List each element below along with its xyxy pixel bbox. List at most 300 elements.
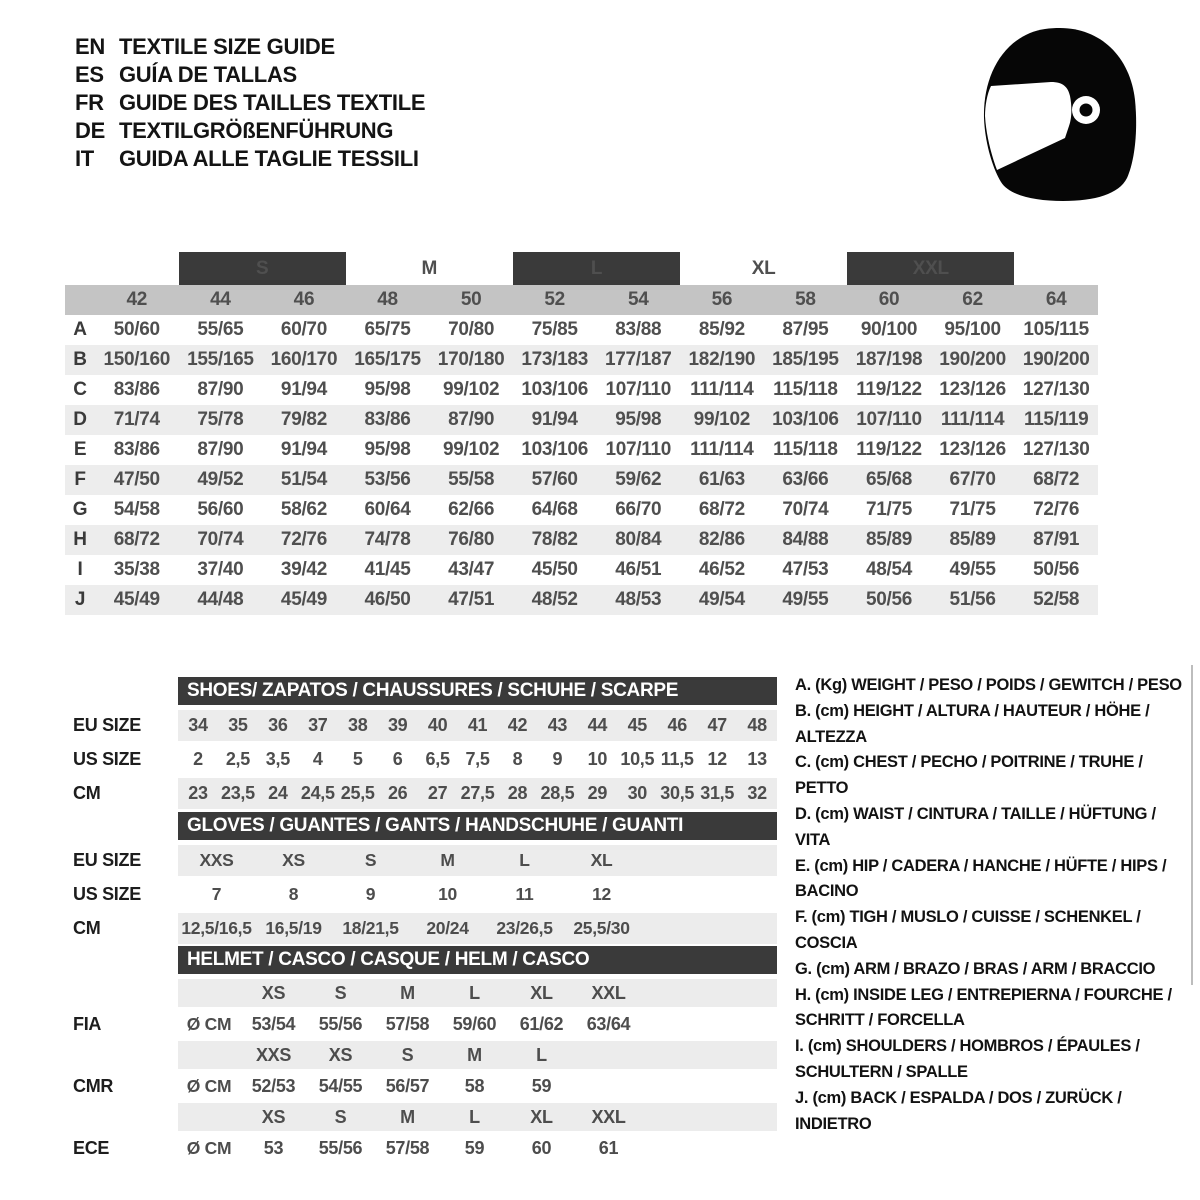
measurement-value: 72/76 xyxy=(280,529,327,550)
measurement-value: 50/60 xyxy=(113,319,160,340)
helmet-size-value: 57/58 xyxy=(385,1138,430,1158)
guide-title: TEXTILGRÖßENFÜHRUNG xyxy=(119,118,394,143)
measurement-value: 49/55 xyxy=(782,589,829,610)
language-code: ES xyxy=(75,62,104,87)
shoe-size-value: 48 xyxy=(747,715,767,735)
measurement-value: 107/110 xyxy=(856,409,922,430)
shoe-size-value: 9 xyxy=(552,749,563,769)
shoe-size-value: 42 xyxy=(507,715,528,735)
measurement-value: 48/53 xyxy=(615,589,662,610)
measurement-value: 91/94 xyxy=(531,409,578,430)
size-52: 52 xyxy=(513,285,597,315)
measurement-value: 127/130 xyxy=(1022,439,1090,460)
shoe-size-value: 28 xyxy=(507,783,528,803)
diameter-unit-label: Ø CM xyxy=(186,1014,232,1034)
main-size-table xyxy=(65,252,1098,615)
measurement-letter: I xyxy=(77,559,83,580)
diameter-unit-label: Ø CM xyxy=(186,1076,232,1096)
guide-title: GUÍA DE TALLAS xyxy=(119,62,297,87)
glove-size-value: 8 xyxy=(288,884,299,904)
measurement-value: 41/45 xyxy=(364,559,411,580)
helmet-size-value: 59/60 xyxy=(452,1014,497,1034)
helmet-size-value: 60 xyxy=(531,1138,552,1158)
measurement-value: 95/98 xyxy=(364,379,411,400)
diameter-unit-label xyxy=(178,1041,240,1069)
measurement-value: 185/195 xyxy=(772,349,839,370)
shoe-size-value: 27,5 xyxy=(460,783,495,803)
row-label: EU SIZE xyxy=(73,715,141,735)
row-label: FIA xyxy=(73,1014,102,1034)
helmet-size-value: 54/55 xyxy=(318,1076,363,1096)
size-group-xxl: XXL xyxy=(847,252,1014,285)
row-label: CM xyxy=(73,918,101,938)
measurement-value: 83/88 xyxy=(615,319,662,340)
measurement-value: 95/100 xyxy=(944,319,1001,340)
glove-size-value: 11 xyxy=(515,884,534,904)
measurement-row xyxy=(65,495,1098,525)
measurement-value: 45/50 xyxy=(531,559,578,580)
measurement-value: 111/114 xyxy=(690,379,754,400)
size-48: 48 xyxy=(346,285,430,315)
glove-size-value: 10 xyxy=(438,884,457,904)
language-title-row xyxy=(75,36,425,58)
measurement-value: 66/70 xyxy=(615,499,662,520)
measurement-letter: H xyxy=(73,529,87,550)
measurement-value: 119/122 xyxy=(856,439,922,460)
shoe-size-value: 30,5 xyxy=(660,783,695,803)
shoe-size-value: 25,5 xyxy=(340,783,375,803)
size-46: 46 xyxy=(262,285,346,315)
size-group-spacer xyxy=(1014,252,1098,285)
measurement-value: 107/110 xyxy=(605,439,672,460)
measurement-value: 80/84 xyxy=(615,529,662,550)
measurement-row xyxy=(65,585,1098,615)
measurement-value: 85/89 xyxy=(865,529,913,550)
size-group-l: L xyxy=(513,252,680,285)
language-code: DE xyxy=(75,118,105,143)
spacer-cell xyxy=(65,252,95,285)
helmet-size-value: 53 xyxy=(263,1138,284,1158)
measurement-letter: E xyxy=(73,439,87,460)
measurement-value: 99/102 xyxy=(693,409,750,430)
shoe-size-value: 13 xyxy=(747,749,767,769)
measurement-value: 127/130 xyxy=(1022,379,1090,400)
measurement-value: 115/118 xyxy=(773,379,838,400)
measurement-letter: F xyxy=(74,469,86,490)
measurement-value: 50/56 xyxy=(865,589,913,610)
shoe-size-value: 2,5 xyxy=(225,749,250,769)
shoes-title-bar: SHOES/ ZAPATOS / CHAUSSURES / SCHUHE / SCARPE xyxy=(178,677,777,705)
glove-size-value: 20/24 xyxy=(426,918,469,938)
size-44: 44 xyxy=(179,285,263,315)
size-54: 54 xyxy=(596,285,680,315)
helmet-size-value: XXL xyxy=(591,983,626,1003)
measurement-value: 65/75 xyxy=(364,319,411,340)
helmet-size-value: M xyxy=(400,983,415,1003)
measurement-value: 87/90 xyxy=(448,409,495,430)
helmet-title-bar: HELMET / CASCO / CASQUE / HELM / CASCO xyxy=(178,946,777,974)
spacer-cell xyxy=(65,285,95,315)
measurement-letter: A xyxy=(73,319,87,340)
measurement-row xyxy=(65,525,1098,555)
measurement-value: 83/86 xyxy=(364,409,411,430)
shoe-size-value: 27 xyxy=(427,783,448,803)
glove-size-value: 25,5/30 xyxy=(573,918,630,938)
measurement-value: 87/95 xyxy=(782,319,829,340)
measurement-value: 115/119 xyxy=(1023,409,1089,430)
helmet-size-value xyxy=(575,1072,642,1100)
size-60: 60 xyxy=(847,285,931,315)
measurement-row xyxy=(65,345,1098,375)
measurement-value: 82/86 xyxy=(698,529,745,550)
helmet-size-value: XS xyxy=(261,983,286,1003)
helmet-size-value: M xyxy=(400,1107,415,1127)
helmet-size-value: XXS xyxy=(255,1045,292,1065)
row-label: CMR xyxy=(73,1076,114,1096)
row-label: ECE xyxy=(73,1138,110,1158)
measurement-value: 71/74 xyxy=(113,409,160,430)
measurement-value: 91/94 xyxy=(280,439,327,460)
measurement-value: 51/54 xyxy=(280,469,327,490)
helmet-size-value: 52/53 xyxy=(251,1076,296,1096)
legend-item: J. (cm) BACK / ESPALDA / DOS / ZURÜCK / INDIETRO xyxy=(795,1088,1122,1133)
measurement-value: 115/118 xyxy=(773,439,838,460)
shoe-size-value: 31,5 xyxy=(700,783,735,803)
helmet-row xyxy=(65,1134,1098,1162)
measurement-value: 44/48 xyxy=(197,589,244,610)
measurement-value: 84/88 xyxy=(782,529,829,550)
measurement-value: 85/92 xyxy=(698,319,745,340)
size-64: 64 xyxy=(1014,285,1098,315)
legend-item: E. (cm) HIP / CADERA / HANCHE / HÜFTE / HIPS / BACINO xyxy=(795,856,1167,901)
measurement-row xyxy=(65,315,1098,345)
measurement-value: 173/183 xyxy=(521,349,588,370)
measurement-value: 103/106 xyxy=(521,439,588,460)
measurement-value: 165/175 xyxy=(354,349,421,370)
measurement-value: 182/190 xyxy=(688,349,756,370)
language-title-list xyxy=(75,36,425,170)
measurement-value: 170/180 xyxy=(437,349,505,370)
measurement-value: 83/86 xyxy=(113,379,160,400)
helmet-size-value: S xyxy=(334,1107,347,1127)
measurement-value: 35/38 xyxy=(113,559,160,580)
measurement-value: 63/66 xyxy=(782,469,829,490)
measurement-value: 68/72 xyxy=(1033,469,1080,490)
measurement-value: 47/51 xyxy=(448,589,495,610)
measurement-value: 190/200 xyxy=(939,349,1006,370)
measurement-value: 87/91 xyxy=(1033,529,1080,550)
measurement-value: 78/82 xyxy=(531,529,578,550)
measurement-value: 52/58 xyxy=(1033,589,1080,610)
language-title-row xyxy=(75,120,425,142)
measurement-value: 51/56 xyxy=(949,589,996,610)
shoe-size-value: 12 xyxy=(707,749,727,769)
measurement-letter: C xyxy=(73,379,87,400)
glove-size-value: XL xyxy=(590,850,613,870)
measurement-letter: D xyxy=(73,409,87,430)
measurement-value: 103/106 xyxy=(521,379,588,400)
size-group-spacer xyxy=(95,252,179,285)
helmet-size-value: 61 xyxy=(598,1138,619,1158)
measurement-value: 47/50 xyxy=(113,469,160,490)
measurement-value: 46/52 xyxy=(698,559,745,580)
measurement-value: 74/78 xyxy=(364,529,411,550)
measurement-value: 68/72 xyxy=(698,499,745,520)
shoe-size-value: 40 xyxy=(427,715,448,735)
size-50: 50 xyxy=(429,285,513,315)
size-42: 42 xyxy=(95,285,179,315)
shoe-size-value: 2 xyxy=(193,749,203,769)
helmet-size-value: S xyxy=(401,1045,414,1065)
helmet-size-value: XL xyxy=(530,1107,553,1127)
guide-title: TEXTILE SIZE GUIDE xyxy=(119,34,335,59)
shoe-size-value: 34 xyxy=(188,715,208,735)
measurement-value: 64/68 xyxy=(531,499,578,520)
shoe-size-value: 43 xyxy=(547,715,568,735)
measurement-value: 111/114 xyxy=(940,409,1005,430)
measurement-value: 83/86 xyxy=(113,439,160,460)
measurement-value: 47/53 xyxy=(782,559,829,580)
gloves-title-bar: GLOVES / GUANTES / GANTS / HANDSCHUHE / GUANTI xyxy=(178,812,777,840)
glove-size-value: 9 xyxy=(365,884,376,904)
measurement-value: 99/102 xyxy=(442,379,500,400)
diameter-unit-label xyxy=(178,979,240,1007)
measurement-letter: B xyxy=(73,349,87,370)
measurement-value: 61/63 xyxy=(698,469,745,490)
helmet-size-value: 55/56 xyxy=(318,1014,363,1034)
helmet-size-value: 59 xyxy=(531,1076,552,1096)
helmet-size-value: 55/56 xyxy=(318,1138,363,1158)
shoe-size-value: 37 xyxy=(308,715,328,735)
measurement-value: 70/80 xyxy=(448,319,495,340)
measurement-value: 60/70 xyxy=(280,319,327,340)
measurement-value: 75/85 xyxy=(531,319,578,340)
measurement-value: 150/160 xyxy=(103,349,171,370)
helmet-size-value: 61/62 xyxy=(519,1014,564,1034)
measurement-value: 90/100 xyxy=(860,319,918,340)
measurement-value: 62/66 xyxy=(448,499,495,520)
language-title-row xyxy=(75,148,425,170)
helmet-size-value: XS xyxy=(261,1107,286,1127)
measurement-value: 45/49 xyxy=(280,589,327,610)
helmet-size-value: XL xyxy=(530,983,553,1003)
measurement-value: 37/40 xyxy=(197,559,244,580)
glove-size-value: L xyxy=(519,850,530,870)
row-label: CM xyxy=(73,783,101,803)
size-56: 56 xyxy=(680,285,764,315)
helmet-size-value: 53/54 xyxy=(251,1014,296,1034)
helmet-size-value: S xyxy=(334,983,347,1003)
measurement-value: 87/90 xyxy=(197,439,244,460)
measurement-value: 50/56 xyxy=(1033,559,1080,580)
helmet-size-value: L xyxy=(469,983,480,1003)
legend-item: F. (cm) TIGH / MUSLO / CUISSE / SCHENKEL / COSCIA xyxy=(795,908,1141,952)
helmet-size-value: M xyxy=(467,1045,482,1065)
glove-size-value: S xyxy=(364,850,377,870)
glove-size-value: 12 xyxy=(592,884,611,904)
guide-title: GUIDE DES TAILLES TEXTILE xyxy=(119,90,426,115)
measurement-value: 67/70 xyxy=(949,469,996,490)
shoe-size-value: 38 xyxy=(348,715,368,735)
measurement-value: 160/170 xyxy=(270,349,338,370)
measurement-value: 123/126 xyxy=(939,379,1006,400)
size-group-xl: XL xyxy=(751,257,776,279)
helmet-size-value: XXL xyxy=(591,1107,626,1127)
shoe-size-value: 29 xyxy=(587,783,608,803)
glove-size-value: 12,5/16,5 xyxy=(181,918,252,938)
measurement-value: 48/52 xyxy=(531,589,578,610)
measurement-value: 46/50 xyxy=(364,589,411,610)
language-title-row xyxy=(75,92,425,114)
size-58: 58 xyxy=(764,285,848,315)
measurement-value: 123/126 xyxy=(939,439,1006,460)
measurement-value: 54/58 xyxy=(113,499,160,520)
legend-item: B. (cm) HEIGHT / ALTURA / HAUTEUR / HÖHE / ALTEZZA xyxy=(795,701,1150,746)
measurement-letter: J xyxy=(74,589,86,610)
measurement-value: 119/122 xyxy=(856,379,922,400)
size-group-header-row xyxy=(65,252,1098,285)
shoe-size-value: 45 xyxy=(627,715,647,735)
shoe-size-value: 46 xyxy=(667,715,687,735)
measurement-value: 155/165 xyxy=(187,349,254,370)
measurement-value: 111/114 xyxy=(690,439,754,460)
row-label: US SIZE xyxy=(73,884,141,904)
shoe-size-value: 6 xyxy=(392,749,403,769)
shoe-size-value: 4 xyxy=(312,749,323,769)
shoe-size-value: 44 xyxy=(587,715,608,735)
shoe-size-value: 35 xyxy=(228,715,248,735)
measurement-value: 85/89 xyxy=(949,529,996,550)
measurement-value: 53/56 xyxy=(364,469,411,490)
shoe-size-value: 39 xyxy=(387,715,408,735)
shoe-size-value: 11,5 xyxy=(660,749,694,769)
measurement-value: 95/98 xyxy=(615,409,662,430)
shoe-size-value: 23,5 xyxy=(220,783,255,803)
measurement-value: 99/102 xyxy=(442,439,500,460)
shoe-size-value: 8 xyxy=(512,749,523,769)
legend-item: I. (cm) SHOULDERS / HOMBROS / ÉPAULES / SCHULTERN / SPALLE xyxy=(795,1037,1140,1081)
shoe-size-value: 28,5 xyxy=(540,783,575,803)
glove-size-value: 23/26,5 xyxy=(496,918,553,938)
language-code: EN xyxy=(75,34,105,59)
measurement-value: 187/198 xyxy=(855,349,923,370)
measurement-value: 87/90 xyxy=(197,379,244,400)
measurement-row xyxy=(65,555,1098,585)
glove-size-value: 16,5/19 xyxy=(265,918,322,938)
measurement-value: 70/74 xyxy=(197,529,244,550)
glove-size-value: M xyxy=(440,850,455,870)
measurement-row xyxy=(65,465,1098,495)
measurement-value: 107/110 xyxy=(605,379,672,400)
helmet-size-value: L xyxy=(536,1045,547,1065)
shoe-size-value: 24,5 xyxy=(300,783,335,803)
shoe-size-value: 10 xyxy=(587,749,608,769)
measurement-value: 103/106 xyxy=(772,409,839,430)
measurement-value: 45/49 xyxy=(113,589,160,610)
glove-size-value: 7 xyxy=(211,884,222,904)
measurement-value: 59/62 xyxy=(615,469,662,490)
measurement-value: 68/72 xyxy=(113,529,160,550)
measurement-value: 75/78 xyxy=(197,409,244,430)
legend-item: G. (cm) ARM / BRAZO / BRAS / ARM / BRACCIO xyxy=(795,959,1156,978)
shoe-size-value: 30 xyxy=(627,783,647,803)
measurement-value: 58/62 xyxy=(280,499,327,520)
shoe-size-value: 3,5 xyxy=(265,749,290,769)
helmet-size-value: XS xyxy=(328,1045,353,1065)
measurement-row xyxy=(65,375,1098,405)
shoe-size-value: 41 xyxy=(467,715,488,735)
measurement-value: 46/51 xyxy=(615,559,662,580)
legend-item: A. (Kg) WEIGHT / PESO / POIDS / GEWITCH / PESO xyxy=(795,676,1182,694)
measurement-value: 71/75 xyxy=(949,499,996,520)
measurement-value: 55/65 xyxy=(197,319,244,340)
shoe-size-value: 32 xyxy=(747,783,767,803)
helmet-size-value: 58 xyxy=(464,1076,485,1096)
shoe-size-value: 24 xyxy=(268,783,288,803)
measurement-value: 72/76 xyxy=(1033,499,1080,520)
measurement-value: 71/75 xyxy=(865,499,913,520)
row-label: EU SIZE xyxy=(73,850,141,870)
diameter-unit-label: Ø CM xyxy=(186,1138,232,1158)
glove-size-value: XS xyxy=(282,850,305,870)
shoe-size-value: 10,5 xyxy=(620,749,655,769)
legend-item: C. (cm) CHEST / PECHO / POITRINE / TRUHE / PETTO xyxy=(795,753,1143,798)
measurement-row xyxy=(65,405,1098,435)
measurement-value: 60/64 xyxy=(364,499,411,520)
measurement-letter: G xyxy=(72,499,88,520)
measurement-value: 39/42 xyxy=(280,559,327,580)
helmet-size-value: 57/58 xyxy=(385,1014,430,1034)
measurement-value: 76/80 xyxy=(448,529,495,550)
measurement-value: 49/52 xyxy=(197,469,244,490)
shoe-size-value: 5 xyxy=(352,749,363,769)
helmet-size-value: L xyxy=(469,1107,480,1127)
measurement-value: 95/98 xyxy=(364,439,411,460)
language-code: IT xyxy=(75,146,94,171)
measurement-value: 65/68 xyxy=(865,469,913,490)
numeric-size-row xyxy=(65,285,1098,315)
measurement-value: 49/54 xyxy=(698,589,745,610)
measurement-value: 57/60 xyxy=(531,469,578,490)
measurement-value: 91/94 xyxy=(280,379,327,400)
shoe-size-value: 26 xyxy=(387,783,408,803)
shoe-size-value: 36 xyxy=(268,715,288,735)
measurement-value: 43/47 xyxy=(448,559,495,580)
measurement-value: 177/187 xyxy=(604,349,672,370)
guide-title: GUIDA ALLE TAGLIE TESSILI xyxy=(119,146,419,171)
shoe-size-value: 6,5 xyxy=(425,749,450,769)
page-edge-line xyxy=(1191,665,1193,985)
helmet-size-value: 59 xyxy=(464,1138,485,1158)
shoe-size-value: 47 xyxy=(707,715,727,735)
size-62: 62 xyxy=(931,285,1015,315)
helmet-size-value: 56/57 xyxy=(385,1076,430,1096)
measurement-value: 56/60 xyxy=(197,499,244,520)
measurement-value: 70/74 xyxy=(782,499,829,520)
shoe-size-value: 23 xyxy=(188,783,208,803)
helmet-size-value xyxy=(575,1041,642,1069)
legend-item: H. (cm) INSIDE LEG / ENTREPIERNA / FOURCHE / SCHRITT / FORCELLA xyxy=(795,985,1172,1030)
helmet-size-value: 63/64 xyxy=(586,1014,631,1034)
size-group-m: M xyxy=(421,257,438,279)
measurement-legend xyxy=(795,673,1193,1137)
measurement-value: 48/54 xyxy=(865,559,913,580)
measurement-value: 49/55 xyxy=(949,559,996,580)
diameter-unit-label xyxy=(178,1103,240,1131)
measurement-value: 190/200 xyxy=(1022,349,1090,370)
legend-item: D. (cm) WAIST / CINTURA / TAILLE / HÜFTUNG / VITA xyxy=(795,804,1156,849)
shoe-size-value: 7,5 xyxy=(465,749,490,769)
